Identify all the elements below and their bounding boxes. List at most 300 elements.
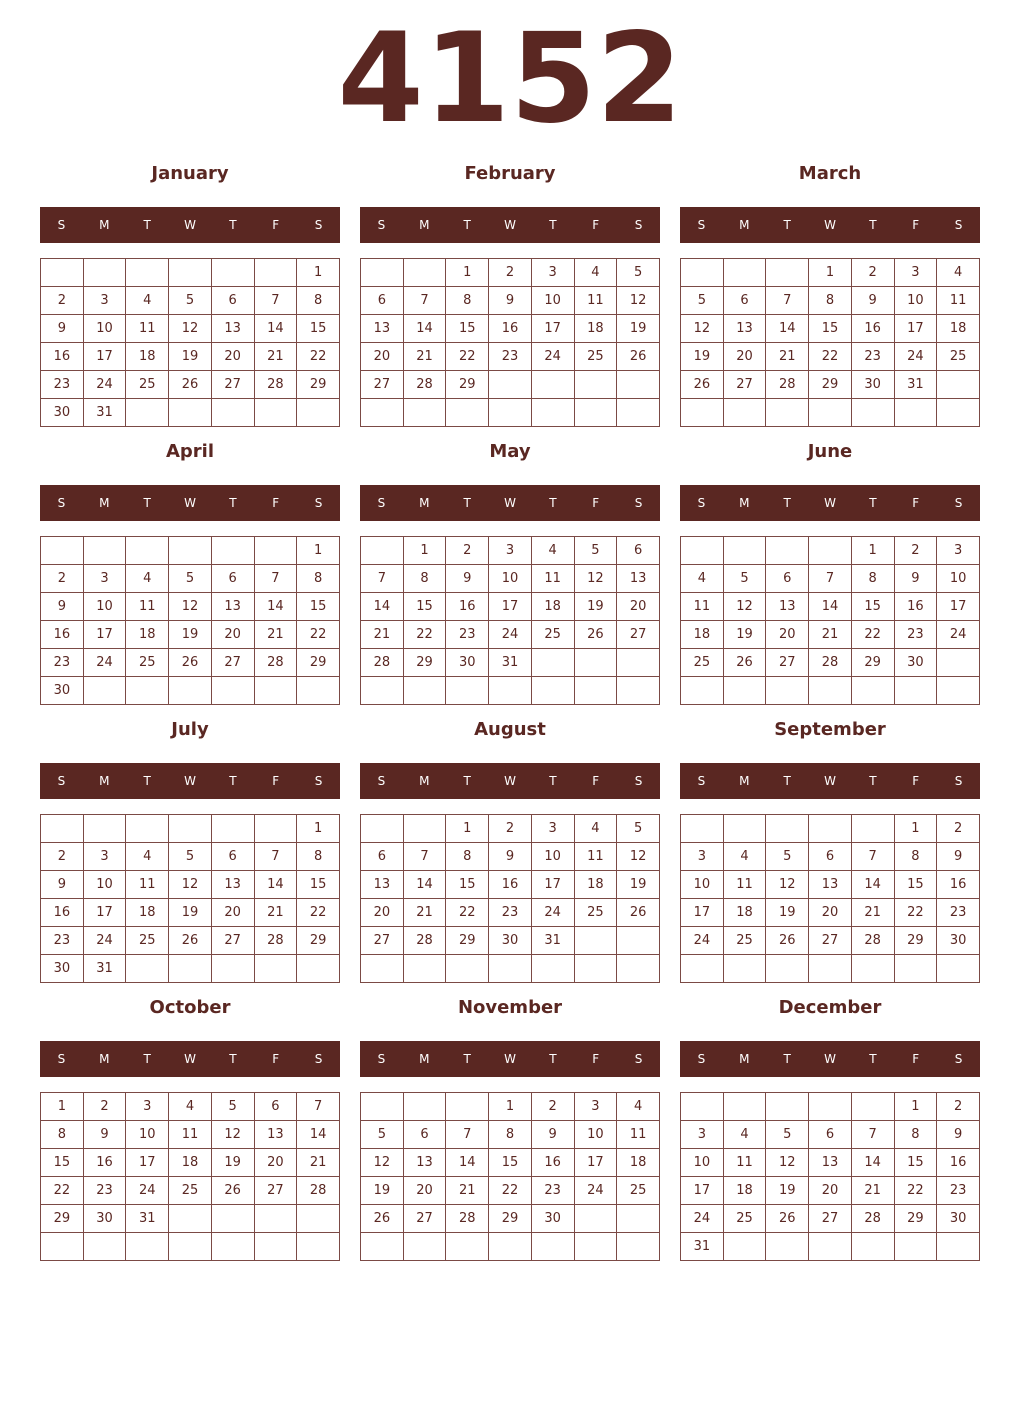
weekday-label: S (954, 1052, 963, 1066)
weekday-label: M (419, 218, 430, 232)
day-cell: 23 (489, 343, 532, 371)
day-cell: 9 (894, 565, 937, 593)
day-cell (531, 677, 574, 705)
day-cell (894, 677, 937, 705)
day-cell: 3 (574, 1093, 617, 1121)
day-cell (809, 955, 852, 983)
week-row (41, 343, 340, 371)
day-cell: 23 (531, 1177, 574, 1205)
weekday-label: T (869, 1052, 877, 1066)
week-row (361, 371, 660, 399)
day-cell: 24 (574, 1177, 617, 1205)
day-cell: 19 (574, 593, 617, 621)
day-cell: 9 (937, 843, 980, 871)
day-grid (680, 258, 980, 427)
day-cell: 2 (894, 537, 937, 565)
weekday-label: S (377, 218, 386, 232)
day-cell: 29 (894, 1205, 937, 1233)
week-row (41, 1205, 340, 1233)
day-cell: 8 (446, 287, 489, 315)
weekday-label: M (99, 218, 110, 232)
day-cell (809, 1233, 852, 1261)
day-cell: 20 (809, 1177, 852, 1205)
day-cell (809, 399, 852, 427)
day-cell: 14 (297, 1121, 340, 1149)
day-cell: 25 (126, 371, 169, 399)
day-cell: 7 (809, 565, 852, 593)
day-cell: 22 (446, 343, 489, 371)
day-cell: 18 (126, 899, 169, 927)
day-cell (446, 955, 489, 983)
week-row (41, 677, 340, 705)
day-cell (41, 537, 84, 565)
day-cell (574, 649, 617, 677)
week-row (681, 315, 980, 343)
day-cell: 7 (361, 565, 404, 593)
month-title: May (489, 441, 531, 462)
weekday-label: S (954, 774, 963, 788)
week-row (681, 927, 980, 955)
day-cell: 12 (681, 315, 724, 343)
day-cell: 2 (937, 1093, 980, 1121)
day-cell (169, 955, 212, 983)
day-cell: 22 (489, 1177, 532, 1205)
day-cell (254, 955, 297, 983)
week-row (681, 537, 980, 565)
day-cell: 30 (41, 955, 84, 983)
day-cell: 11 (169, 1121, 212, 1149)
day-cell: 29 (403, 649, 446, 677)
day-cell (531, 371, 574, 399)
day-cell: 26 (617, 343, 660, 371)
day-cell (574, 371, 617, 399)
day-cell (531, 649, 574, 677)
day-cell: 14 (766, 315, 809, 343)
weekday-label: S (634, 774, 643, 788)
day-grid (680, 814, 980, 983)
weekday-label: S (314, 496, 323, 510)
weekday-label: M (739, 496, 750, 510)
day-cell: 14 (809, 593, 852, 621)
day-cell: 14 (361, 593, 404, 621)
week-row (41, 1233, 340, 1261)
weekday-header (680, 1041, 980, 1077)
week-row (681, 371, 980, 399)
day-cell: 18 (531, 593, 574, 621)
day-cell: 13 (766, 593, 809, 621)
day-cell: 1 (403, 537, 446, 565)
weekday-label: W (824, 218, 836, 232)
day-cell: 3 (489, 537, 532, 565)
day-cell: 8 (41, 1121, 84, 1149)
day-cell: 30 (83, 1205, 126, 1233)
weekday-label: W (504, 496, 516, 510)
day-cell: 10 (489, 565, 532, 593)
day-cell: 1 (446, 259, 489, 287)
day-cell: 4 (574, 259, 617, 287)
day-cell: 7 (851, 1121, 894, 1149)
week-row (681, 899, 980, 927)
day-cell: 15 (894, 1149, 937, 1177)
day-cell: 14 (403, 871, 446, 899)
day-cell: 28 (297, 1177, 340, 1205)
day-cell (211, 259, 254, 287)
week-row (41, 1121, 340, 1149)
day-cell (851, 815, 894, 843)
weekday-label: S (314, 1052, 323, 1066)
weekday-label: S (57, 774, 66, 788)
day-cell: 15 (809, 315, 852, 343)
day-cell (617, 1233, 660, 1261)
weekday-label: S (697, 496, 706, 510)
weekday-label: T (463, 496, 471, 510)
weekday-label: F (912, 218, 920, 232)
day-cell: 5 (361, 1121, 404, 1149)
weekday-label: F (912, 496, 920, 510)
day-cell: 19 (617, 871, 660, 899)
day-cell: 17 (83, 621, 126, 649)
weekday-header (360, 1041, 660, 1077)
day-cell: 18 (681, 621, 724, 649)
weekday-header (360, 763, 660, 799)
day-cell (766, 815, 809, 843)
day-grid (680, 1092, 980, 1261)
day-cell (489, 1233, 532, 1261)
day-cell: 18 (126, 343, 169, 371)
day-cell: 13 (254, 1121, 297, 1149)
weekday-label: M (739, 774, 750, 788)
day-cell: 17 (681, 1177, 724, 1205)
week-row (681, 1205, 980, 1233)
day-cell (403, 399, 446, 427)
week-row (361, 1205, 660, 1233)
day-cell (83, 259, 126, 287)
day-cell (361, 399, 404, 427)
day-cell: 25 (617, 1177, 660, 1205)
day-cell: 29 (297, 927, 340, 955)
day-cell: 10 (894, 287, 937, 315)
day-cell: 28 (254, 649, 297, 677)
day-cell: 7 (254, 843, 297, 871)
day-cell: 24 (83, 371, 126, 399)
day-cell: 23 (937, 899, 980, 927)
month-title: June (807, 441, 853, 462)
day-cell: 9 (83, 1121, 126, 1149)
weekday-label: S (57, 218, 66, 232)
day-cell (297, 955, 340, 983)
day-cell: 12 (211, 1121, 254, 1149)
day-cell (211, 1233, 254, 1261)
weekday-label: M (419, 496, 430, 510)
day-cell (254, 815, 297, 843)
day-cell: 7 (446, 1121, 489, 1149)
day-cell: 8 (297, 565, 340, 593)
day-cell: 22 (894, 899, 937, 927)
day-cell: 17 (83, 899, 126, 927)
day-cell: 22 (446, 899, 489, 927)
day-cell: 30 (937, 1205, 980, 1233)
day-cell (894, 955, 937, 983)
weekday-label: T (783, 1052, 791, 1066)
day-cell (126, 955, 169, 983)
weekday-label: S (314, 218, 323, 232)
day-cell: 13 (617, 565, 660, 593)
week-row (41, 649, 340, 677)
day-cell: 12 (169, 593, 212, 621)
day-cell: 31 (83, 399, 126, 427)
day-cell (937, 371, 980, 399)
day-cell: 23 (41, 371, 84, 399)
week-row (41, 927, 340, 955)
day-cell: 28 (254, 927, 297, 955)
month-title: April (165, 441, 215, 462)
day-cell: 13 (809, 1149, 852, 1177)
day-cell: 4 (126, 565, 169, 593)
day-cell (169, 815, 212, 843)
weekday-label: T (549, 496, 557, 510)
day-cell: 1 (489, 1093, 532, 1121)
day-cell: 9 (41, 315, 84, 343)
day-cell: 8 (894, 843, 937, 871)
day-cell: 7 (254, 287, 297, 315)
month-title: July (171, 719, 209, 740)
day-cell: 7 (254, 565, 297, 593)
day-cell (403, 1093, 446, 1121)
day-cell: 29 (894, 927, 937, 955)
weekday-label: S (634, 496, 643, 510)
day-cell: 12 (574, 565, 617, 593)
day-cell (851, 1093, 894, 1121)
day-cell: 21 (254, 899, 297, 927)
month-title: December (778, 997, 882, 1018)
day-cell: 21 (446, 1177, 489, 1205)
day-cell: 1 (297, 815, 340, 843)
day-cell (937, 399, 980, 427)
day-cell: 10 (531, 843, 574, 871)
day-cell: 19 (211, 1149, 254, 1177)
weekday-label: S (57, 1052, 66, 1066)
day-cell (254, 677, 297, 705)
weekday-label: F (272, 218, 280, 232)
day-cell (723, 955, 766, 983)
week-row (681, 343, 980, 371)
day-cell: 20 (766, 621, 809, 649)
day-cell: 11 (126, 871, 169, 899)
day-cell (574, 927, 617, 955)
weekday-label: S (314, 774, 323, 788)
day-cell: 10 (681, 1149, 724, 1177)
day-cell: 10 (531, 287, 574, 315)
day-cell: 20 (211, 621, 254, 649)
weekday-label: T (229, 774, 237, 788)
day-cell (361, 537, 404, 565)
day-grid (40, 258, 340, 427)
day-cell: 8 (403, 565, 446, 593)
day-cell: 25 (681, 649, 724, 677)
day-cell: 6 (211, 843, 254, 871)
day-cell: 20 (809, 899, 852, 927)
weekday-label: M (419, 1052, 430, 1066)
week-row (361, 1233, 660, 1261)
day-cell: 1 (297, 259, 340, 287)
day-cell: 22 (403, 621, 446, 649)
day-cell: 24 (681, 927, 724, 955)
day-cell: 22 (894, 1177, 937, 1205)
day-cell: 12 (361, 1149, 404, 1177)
day-cell: 6 (254, 1093, 297, 1121)
day-cell: 4 (531, 537, 574, 565)
week-row (41, 315, 340, 343)
day-cell (489, 371, 532, 399)
week-row (681, 1177, 980, 1205)
day-cell: 19 (169, 343, 212, 371)
day-cell (937, 1233, 980, 1261)
week-row (41, 843, 340, 871)
weekday-label: T (783, 774, 791, 788)
day-cell: 17 (574, 1149, 617, 1177)
day-cell: 16 (937, 1149, 980, 1177)
day-cell: 10 (83, 315, 126, 343)
weekday-label: T (869, 774, 877, 788)
week-row (41, 1093, 340, 1121)
day-cell: 6 (617, 537, 660, 565)
day-cell (361, 1233, 404, 1261)
day-cell (617, 927, 660, 955)
day-cell: 2 (41, 843, 84, 871)
day-cell (403, 815, 446, 843)
day-cell: 17 (937, 593, 980, 621)
day-grid (360, 536, 660, 705)
day-cell: 3 (937, 537, 980, 565)
day-cell: 5 (169, 287, 212, 315)
day-cell: 19 (766, 1177, 809, 1205)
day-cell: 3 (681, 1121, 724, 1149)
day-cell: 22 (297, 621, 340, 649)
day-cell: 6 (723, 287, 766, 315)
day-cell: 27 (211, 927, 254, 955)
day-cell (723, 1093, 766, 1121)
weekday-label: F (272, 496, 280, 510)
day-cell: 19 (681, 343, 724, 371)
day-cell (126, 537, 169, 565)
day-cell: 28 (766, 371, 809, 399)
day-cell: 8 (446, 843, 489, 871)
day-cell (297, 1205, 340, 1233)
day-cell: 6 (766, 565, 809, 593)
day-cell: 23 (851, 343, 894, 371)
day-cell: 2 (41, 565, 84, 593)
day-cell: 30 (894, 649, 937, 677)
day-cell: 28 (403, 371, 446, 399)
day-cell: 22 (41, 1177, 84, 1205)
day-cell: 5 (766, 843, 809, 871)
day-cell (766, 537, 809, 565)
day-cell: 21 (851, 899, 894, 927)
day-cell: 9 (489, 287, 532, 315)
weekday-header (40, 763, 340, 799)
weekday-label: T (549, 218, 557, 232)
day-cell: 10 (574, 1121, 617, 1149)
day-cell: 14 (403, 315, 446, 343)
day-cell: 6 (211, 565, 254, 593)
day-cell (126, 259, 169, 287)
day-cell: 10 (126, 1121, 169, 1149)
day-cell: 15 (297, 593, 340, 621)
day-cell (41, 259, 84, 287)
day-cell: 11 (937, 287, 980, 315)
day-cell: 9 (531, 1121, 574, 1149)
day-cell: 23 (446, 621, 489, 649)
week-row (41, 287, 340, 315)
day-cell (574, 399, 617, 427)
day-cell (894, 399, 937, 427)
week-row (361, 677, 660, 705)
day-cell: 6 (809, 843, 852, 871)
day-cell: 27 (809, 927, 852, 955)
day-cell: 28 (851, 927, 894, 955)
day-cell (126, 815, 169, 843)
day-cell: 24 (937, 621, 980, 649)
day-cell: 11 (617, 1121, 660, 1149)
day-cell: 6 (361, 843, 404, 871)
day-cell (254, 1205, 297, 1233)
day-cell (681, 399, 724, 427)
day-cell: 16 (489, 871, 532, 899)
day-cell: 27 (617, 621, 660, 649)
day-cell: 22 (809, 343, 852, 371)
week-row (41, 815, 340, 843)
week-row (361, 287, 660, 315)
day-cell (766, 259, 809, 287)
day-cell: 19 (723, 621, 766, 649)
weekday-header (360, 485, 660, 521)
day-cell (83, 677, 126, 705)
day-cell: 6 (809, 1121, 852, 1149)
day-cell (446, 1233, 489, 1261)
weekday-header (680, 207, 980, 243)
day-cell: 30 (531, 1205, 574, 1233)
week-row (361, 649, 660, 677)
day-cell (723, 399, 766, 427)
day-grid (680, 536, 980, 705)
day-cell: 30 (41, 399, 84, 427)
week-row (361, 843, 660, 871)
day-cell: 2 (446, 537, 489, 565)
day-cell (937, 955, 980, 983)
day-cell: 22 (297, 899, 340, 927)
day-cell (169, 537, 212, 565)
day-cell: 1 (894, 1093, 937, 1121)
day-cell: 14 (254, 871, 297, 899)
week-row (41, 899, 340, 927)
day-cell: 29 (851, 649, 894, 677)
day-cell: 23 (41, 927, 84, 955)
week-row (361, 955, 660, 983)
day-cell: 14 (254, 593, 297, 621)
day-cell: 11 (126, 315, 169, 343)
day-cell: 2 (41, 287, 84, 315)
weekday-label: F (912, 774, 920, 788)
day-cell: 22 (851, 621, 894, 649)
week-row (681, 1093, 980, 1121)
day-cell: 16 (83, 1149, 126, 1177)
day-cell (169, 1205, 212, 1233)
week-row (41, 621, 340, 649)
week-row (361, 593, 660, 621)
month-title: March (798, 163, 862, 184)
day-cell (361, 259, 404, 287)
day-cell: 25 (126, 927, 169, 955)
